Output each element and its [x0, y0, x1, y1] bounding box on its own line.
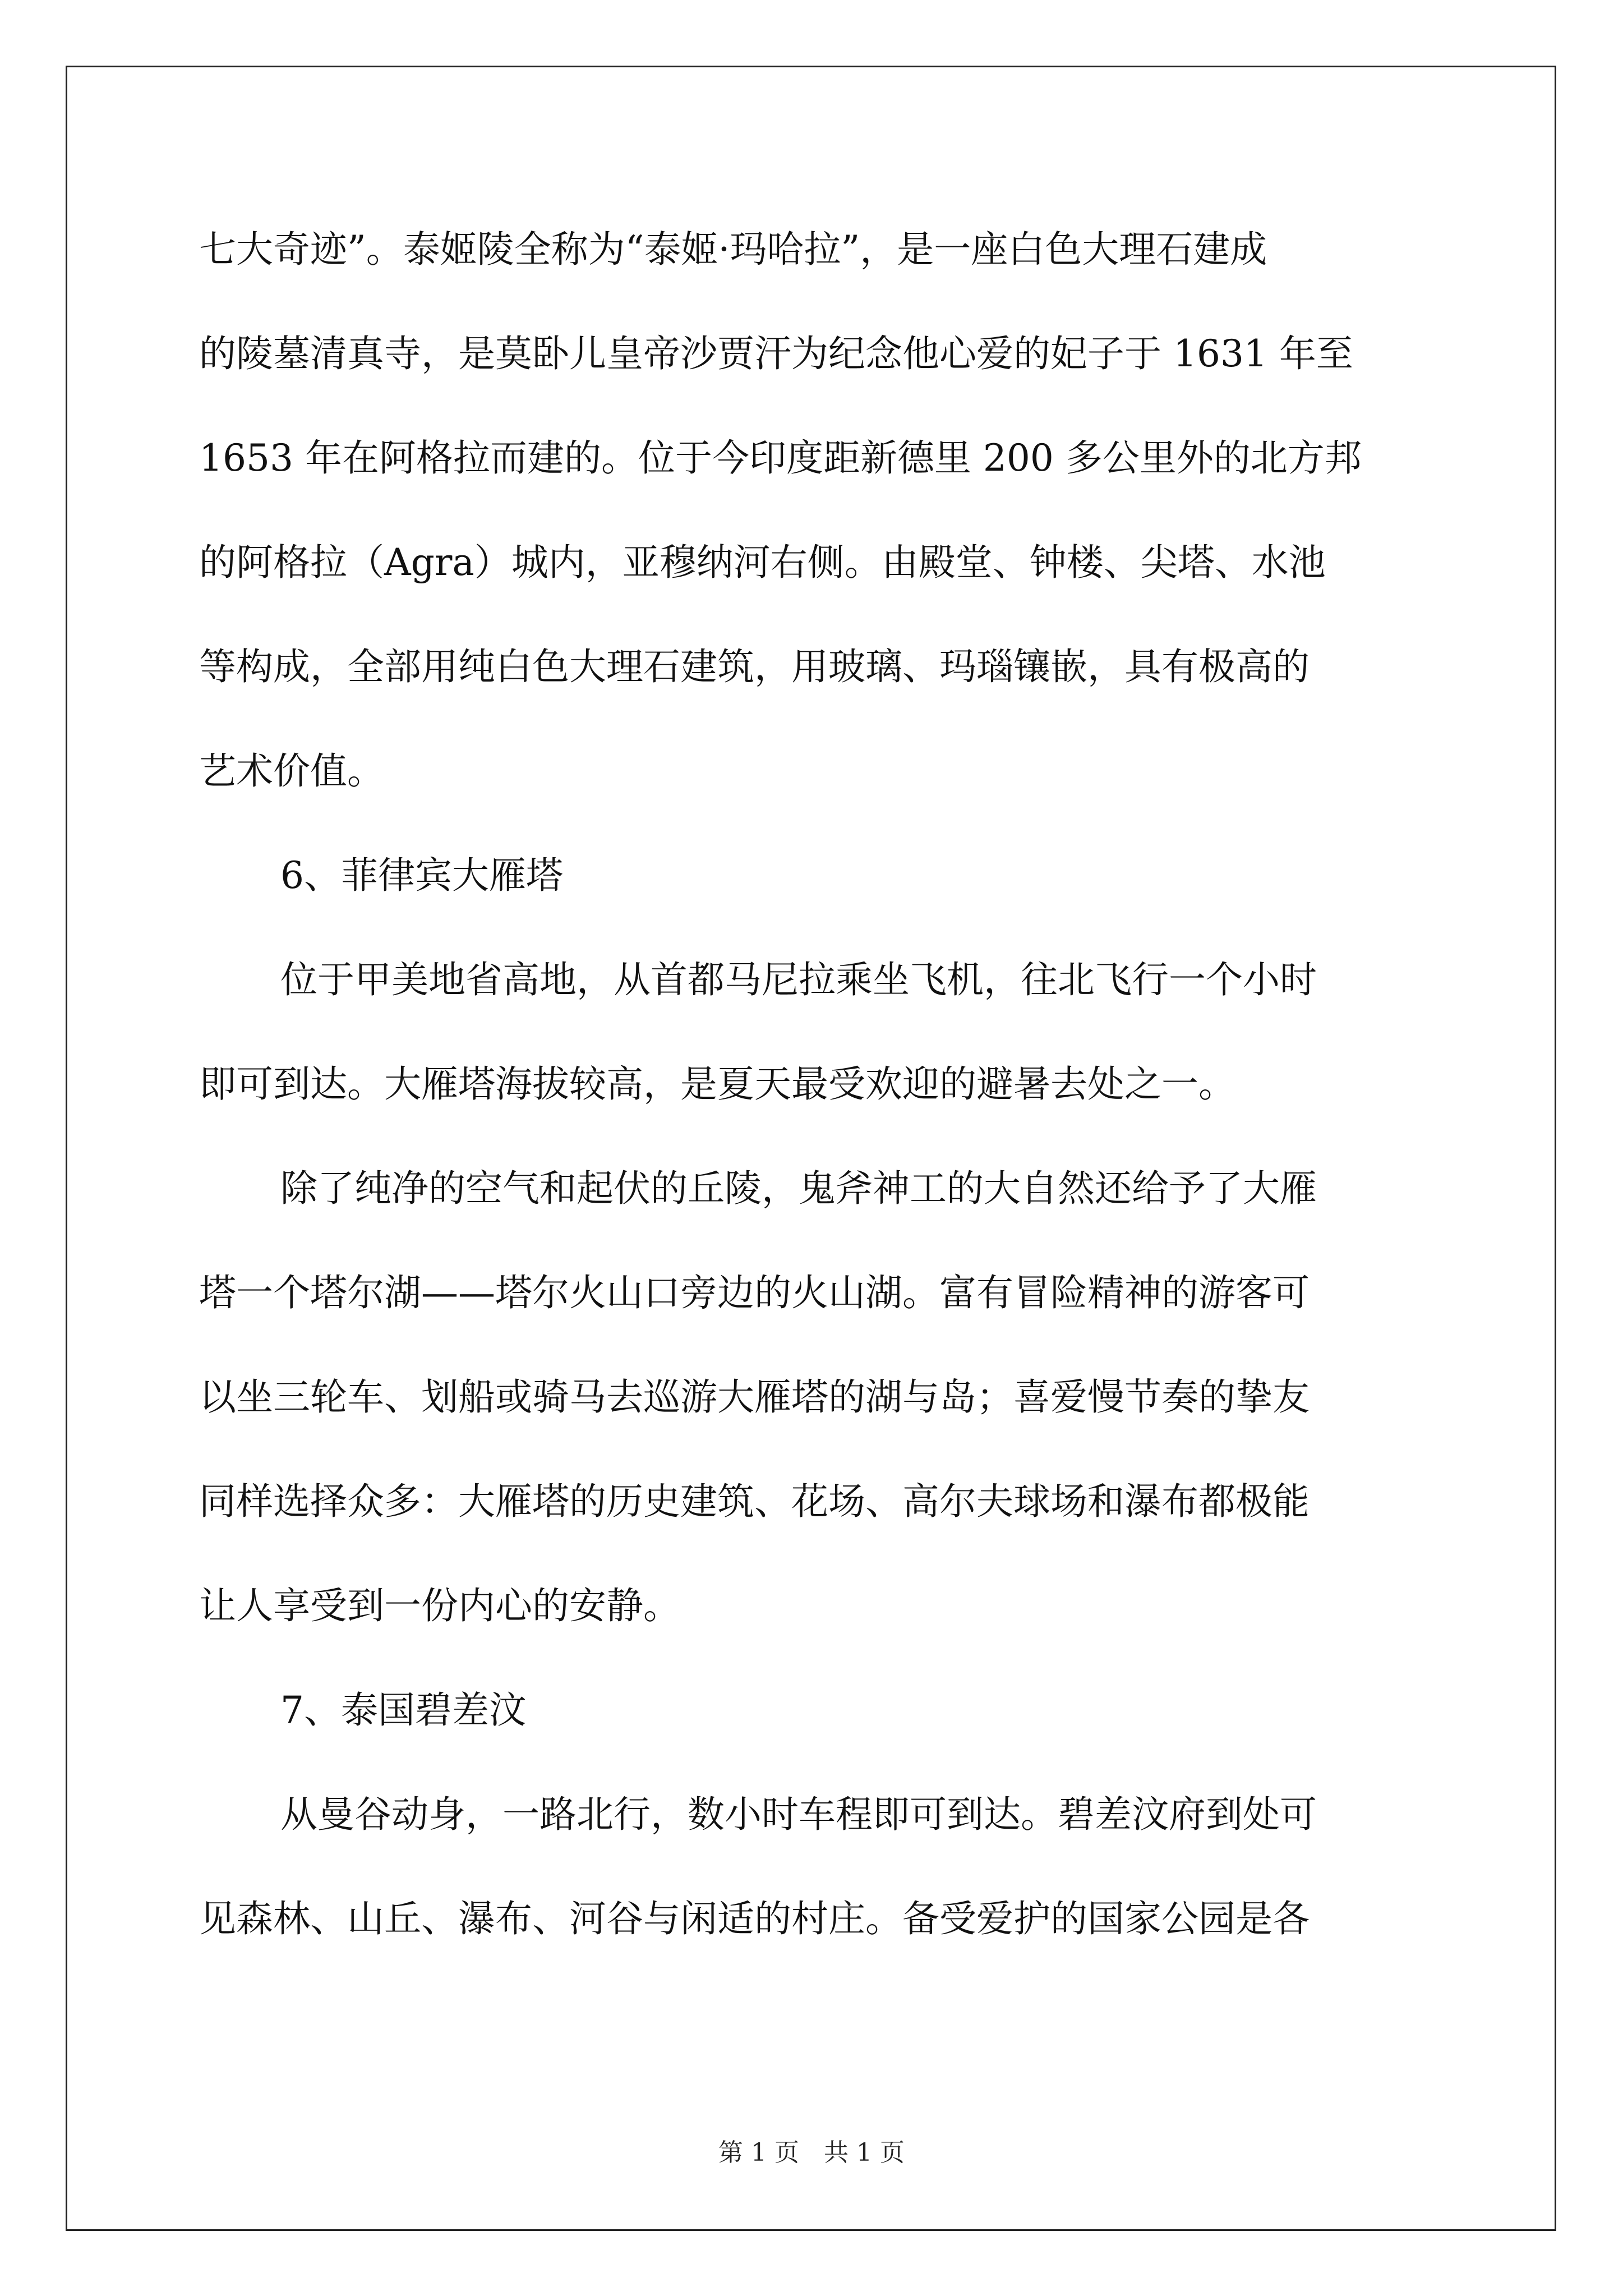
section-heading: 7、泰国碧差汶	[280, 1688, 526, 1732]
paragraph-line: 七大奇迹”。泰姬陵全称为“泰姬·玛哈拉”，是一座白色大理石建成	[199, 228, 1267, 271]
paragraph-line: 1653 年在阿格拉而建的。位于今印度距新德里 200 多公里外的北方邦	[199, 436, 1362, 480]
paragraph-line: 从曼谷动身，一路北行，数小时车程即可到达。碧差汶府到处可	[280, 1793, 1317, 1836]
paragraph-line: 除了纯净的空气和起伏的丘陵，鬼斧神工的大自然还给予了大雁	[280, 1167, 1317, 1210]
paragraph-line: 即可到达。大雁塔海拔较高，是夏天最受欢迎的避暑去处之一。	[199, 1062, 1235, 1106]
paragraph-line: 以坐三轮车、划船或骑马去巡游大雁塔的湖与岛；喜爱慢节奏的挚友	[199, 1375, 1310, 1419]
paragraph-line: 等构成，全部用纯白色大理石建筑，用玻璃、玛瑙镶嵌，具有极高的	[199, 645, 1310, 688]
paragraph-line: 见森林、山丘、瀑布、河谷与闲适的村庄。备受爱护的国家公园是各	[199, 1897, 1310, 1940]
paragraph-line: 的陵墓清真寺，是莫卧儿皇帝沙贾汗为纪念他心爱的妃子于 1631 年至	[199, 332, 1353, 375]
page-footer: 第 1 页 共 1 页	[718, 2138, 905, 2167]
paragraph-line: 的阿格拉（Agra）城内，亚穆纳河右侧。由殿堂、钟楼、尖塔、水池	[199, 541, 1326, 584]
paragraph-line: 同样选择众多：大雁塔的历史建筑、花场、高尔夫球场和瀑布都极能	[199, 1480, 1310, 1523]
paragraph-line: 让人享受到一份内心的安静。	[199, 1584, 680, 1627]
paragraph-line: 位于甲美地省高地，从首都马尼拉乘坐飞机，往北飞行一个小时	[280, 958, 1317, 1001]
paragraph-line: 艺术价值。	[199, 749, 384, 793]
paragraph-line: 塔一个塔尔湖——塔尔火山口旁边的火山湖。富有冒险精神的游客可	[199, 1271, 1310, 1314]
section-heading: 6、菲律宾大雁塔	[280, 854, 563, 897]
